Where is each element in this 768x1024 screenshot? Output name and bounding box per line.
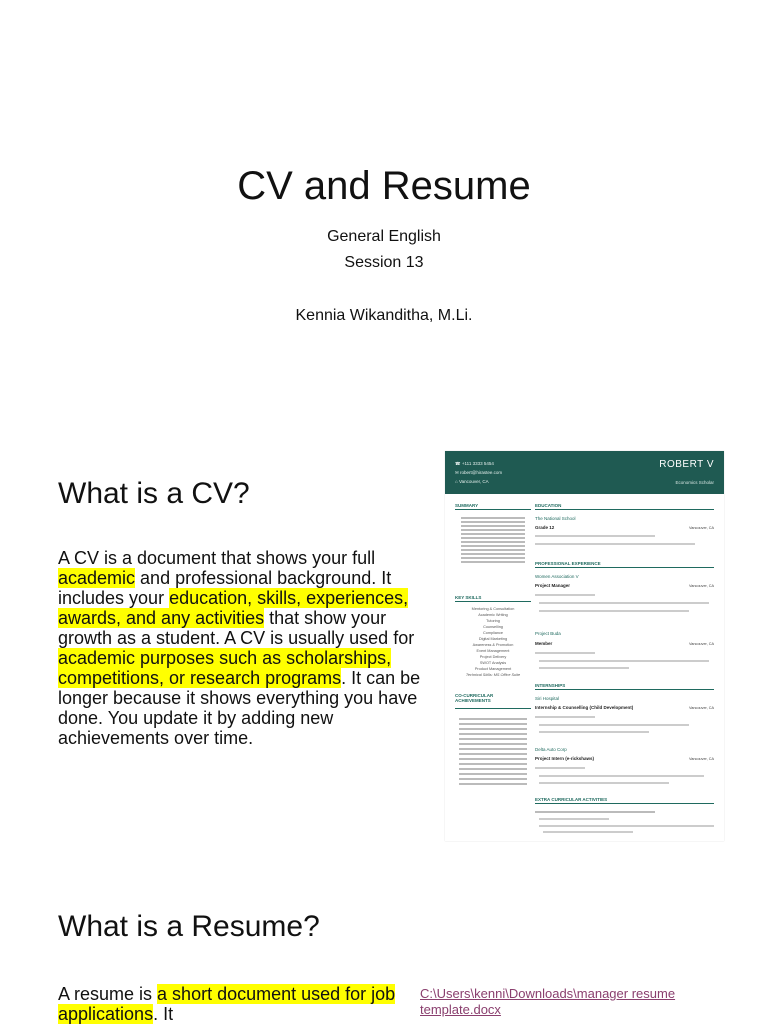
position-title: Grade 12 [535, 525, 555, 530]
cv-heading: What is a CV? [58, 477, 250, 510]
author-name: Kennia Wikanditha, M.Li. [295, 307, 473, 324]
location: Vancouver, CA [688, 706, 714, 710]
phone-text: ☎ +111 3333 5454 [455, 461, 494, 466]
skill-item: Digital Marketing [478, 637, 508, 641]
skill-item: Tutoring [486, 619, 500, 623]
skill-item: Technical Skills: MS Office Suite [465, 673, 521, 677]
divider [455, 708, 531, 709]
detail-line [539, 731, 649, 733]
email-text: ✉ robert@hirastee.com [455, 470, 503, 475]
org-name: The National School [535, 516, 576, 521]
resume-template-link[interactable]: C:\Users\kenni\Downloads\manager resume template.docx [420, 986, 676, 1017]
location: Vancouver, CA [688, 526, 714, 530]
divider [535, 803, 714, 804]
detail-line [539, 782, 669, 784]
resume-paragraph [58, 984, 428, 1024]
summary-heading: SUMMARY [455, 503, 479, 508]
position-title: Internship & Counselling (Child Development) [535, 705, 634, 710]
org-name: Siri Hospital [535, 696, 560, 701]
location: Vancouver, CA [688, 642, 714, 646]
divider [455, 509, 531, 510]
detail-line [539, 775, 704, 777]
skill-item: SWOT Analysis [479, 661, 507, 665]
slide-title: CV and Resume [237, 164, 531, 208]
location: Vancouver, CA [688, 584, 714, 588]
highlight: a short document used for job applications [58, 984, 396, 1024]
position-title: Project Intern (e-rickshaws) [535, 756, 595, 761]
highlight: education, skills, experiences, awards, and any activities [58, 588, 409, 628]
key-skills-heading: KEY SKILLS [455, 595, 482, 600]
skill-item: Product Management [474, 667, 512, 671]
summary-text-block [461, 515, 525, 579]
detail-line [539, 724, 689, 726]
position-title: Member [535, 641, 553, 646]
highlight: academic purposes such as scholarships, competitions, or research programs [58, 648, 392, 688]
divider [455, 601, 531, 602]
detail-line [539, 667, 629, 669]
text: A resume is [58, 984, 158, 1004]
text: . It [153, 1004, 174, 1024]
detail-line [535, 716, 595, 718]
location: Vancouver, CA [688, 757, 714, 761]
internships-heading: INTERNSHIPS [535, 683, 566, 688]
detail-line [539, 660, 709, 662]
text: that show your growth as a student. A CV is usually used for [58, 608, 415, 648]
detail-line [539, 610, 689, 612]
resume-sample-image [445, 451, 724, 841]
detail-line [535, 543, 695, 545]
skill-item: Event Management [476, 649, 510, 653]
detail-line [543, 831, 633, 833]
divider [535, 689, 714, 690]
detail-line [535, 594, 595, 596]
co-curricular-heading: CO-CURRICULAR ACHIEVEMENTS [455, 693, 494, 703]
org-name: Project Buda [535, 631, 561, 636]
detail-line [535, 535, 655, 537]
detail-line [535, 811, 655, 813]
detail-line [535, 652, 595, 654]
resume-role: Economics Scholar [675, 480, 714, 485]
detail-line [539, 818, 609, 820]
text: A CV is a document that shows your full [58, 548, 376, 568]
course-name: General English [327, 228, 441, 245]
co-curricular-list [459, 715, 527, 788]
org-name: Delta Auto Corp [535, 747, 567, 752]
divider [535, 509, 714, 510]
education-heading: EDUCATION [535, 503, 562, 508]
skill-item: Counselling [483, 625, 503, 629]
text: . It can be longer because it shows everything you have done. You update it by adding new achievements over time. [58, 668, 421, 748]
skill-item: Project Delivery [479, 655, 507, 659]
position-title: Project Manager [535, 583, 571, 588]
detail-line [535, 767, 585, 769]
professional-heading: PROFESSIONAL EXPERIENCE [535, 561, 601, 566]
org-name: Women Association V [535, 574, 579, 579]
session-number: Session 13 [344, 254, 424, 271]
detail-line [539, 825, 714, 827]
skill-item: Academic Writing [478, 613, 508, 617]
detail-line [539, 602, 709, 604]
resume-name: ROBERT V [659, 459, 714, 470]
skill-item: Awareness & Promotion [472, 643, 514, 647]
resume-heading: What is a Resume? [58, 910, 320, 943]
location-text: ⌂ Vancouver, CA [455, 479, 489, 484]
highlight: academic [58, 568, 136, 588]
text: and professional background. It includes your [58, 568, 392, 608]
extra-curricular-heading: EXTRA CURRICULAR ACTIVITIES [535, 797, 608, 802]
resume-header-bar [445, 451, 724, 494]
skill-item: Mentoring & Consultation [471, 607, 515, 611]
skill-item: Compliance [482, 631, 504, 635]
divider [535, 567, 714, 568]
cv-paragraph [58, 548, 428, 748]
